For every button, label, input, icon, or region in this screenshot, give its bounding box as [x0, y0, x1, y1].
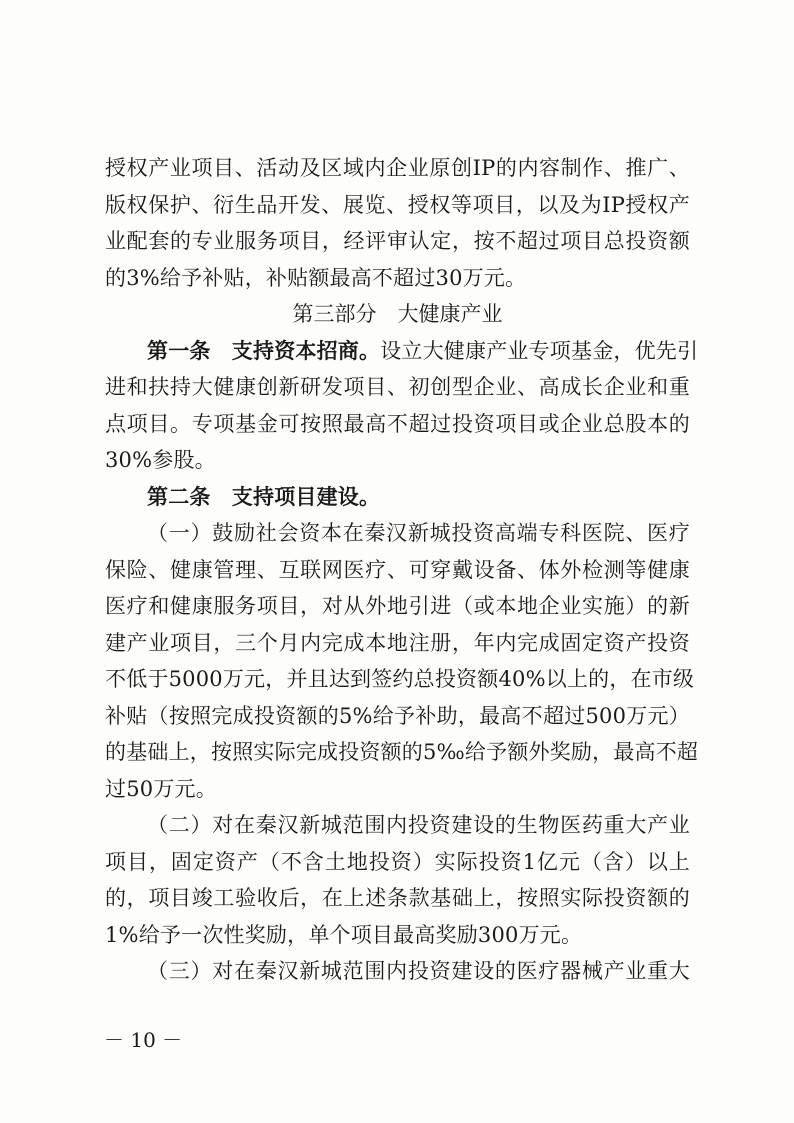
paragraph-line: 的3%给予补贴，补贴额最高不超过30万元。 — [105, 265, 527, 290]
section-heading: 第三部分 大健康产业 — [292, 302, 503, 326]
article-1-first-line — [105, 333, 699, 370]
paragraph-line: 1%给予一次性奖励，单个项目最高奖励300万元。 — [105, 922, 583, 947]
paragraph-line: 的基础上，按照实际完成投资额的5‰给予额外奖励，最高不超 — [105, 740, 699, 764]
article-1-text: 设立大健康产业专项基金，优先引 — [380, 338, 699, 363]
article-2-title: 第二条 支持项目建设。 — [147, 483, 381, 509]
paragraph-line: 医疗和健康服务项目，对从外地引进（或本地企业实施）的新 — [105, 594, 690, 618]
paragraph-line: （二）对在秦汉新城范围内投资建设的生物医药重大产业 — [147, 813, 690, 837]
article-1-title: 第一条 支持资本招商。 — [147, 337, 381, 363]
paragraph-line: 点项目。专项基金可按照最高不超过投资项目或企业总股本的 — [105, 411, 690, 436]
paragraph-line: 建产业项目，三个月内完成本地注册，年内完成固定资产投资 — [105, 630, 690, 655]
paragraph-line: 过50万元。 — [105, 776, 217, 801]
paragraph-line: 进和扶持大健康创新研发项目、初创型企业、高成长企业和重 — [105, 375, 690, 399]
paragraph-line: 的，项目竣工验收后，在上述条款基础上，按照实际投资额的 — [105, 886, 690, 910]
page-number: － 10 － — [104, 1028, 183, 1052]
paragraph-line: 保险、健康管理、互联网医疗、可穿戴设备、体外检测等健康 — [105, 557, 690, 582]
paragraph-line: （一）鼓励社会资本在秦汉新城投资高端专科医院、医疗 — [147, 521, 690, 545]
paragraph-line: 项目，固定资产（不含土地投资）实际投资1亿元（含）以上 — [105, 849, 690, 874]
paragraph-line: 授权产业项目、活动及区域内企业原创IP的内容制作、推广、 — [105, 156, 690, 180]
paragraph-line: 30%参股。 — [105, 448, 216, 472]
paragraph-line: 业配套的专业服务项目，经评审认定，按不超过项目总投资额 — [105, 229, 690, 253]
paragraph-line: 补贴（按照完成投资额的5%给予补助，最高不超过500万元） — [105, 703, 690, 728]
paragraph-line: 不低于5000万元，并且达到签约总投资额40%以上的，在市级 — [105, 667, 695, 691]
body-text — [105, 150, 699, 990]
paragraph-line: （三）对在秦汉新城范围内投资建设的医疗器械产业重大 — [147, 959, 690, 983]
paragraph-line: 版权保护、衍生品开发、展览、授权等项目，以及为IP授权产 — [105, 192, 690, 217]
